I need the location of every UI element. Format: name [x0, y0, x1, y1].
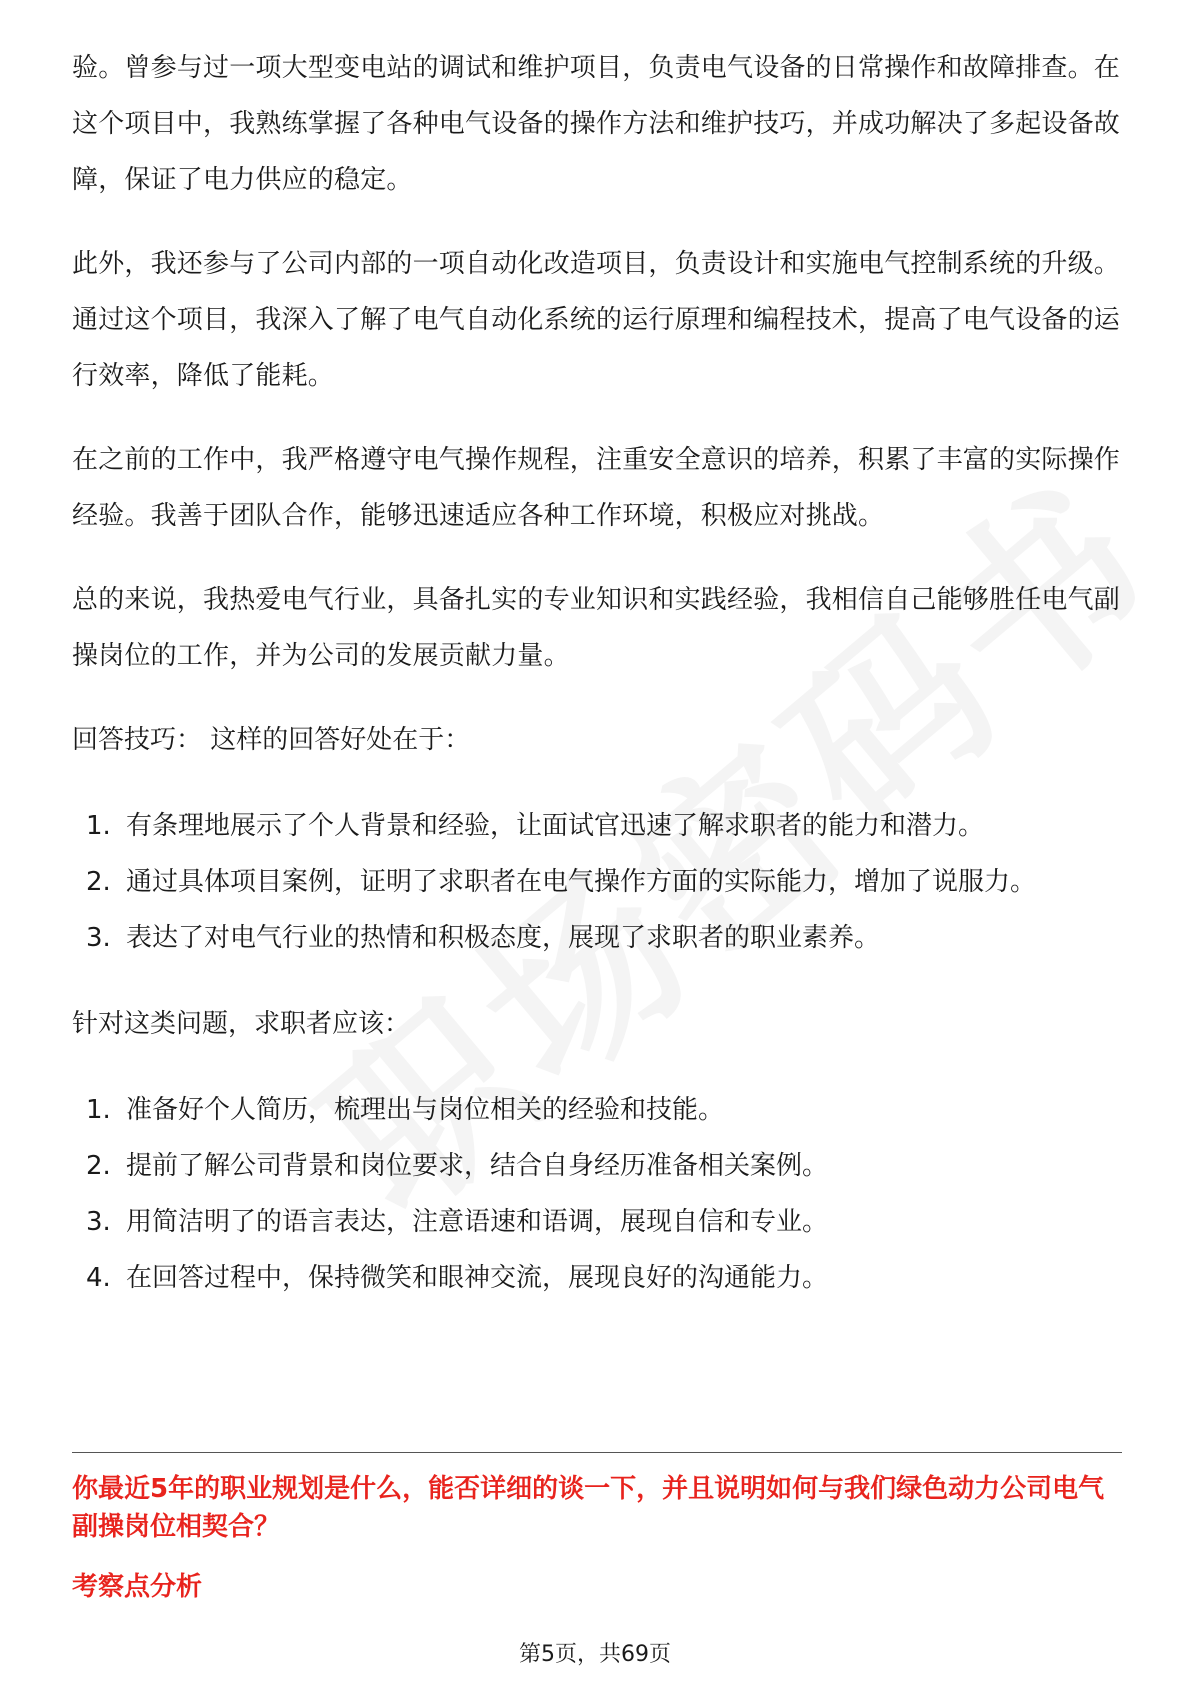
list-number: 2. — [86, 1151, 111, 1181]
list-number: 3. — [86, 1207, 111, 1237]
list-item-text: 提前了解公司背景和岗位要求，结合自身经历准备相关案例。 — [126, 1151, 829, 1181]
list-number: 2. — [86, 867, 111, 897]
list-number: 1. — [86, 811, 111, 841]
list-item-text: 有条理地展示了个人背景和经验，让面试官迅速了解求职者的能力和潜力。 — [126, 811, 985, 841]
list-item — [72, 1138, 1122, 1194]
section-divider — [72, 1452, 1122, 1453]
list-item-text: 在回答过程中，保持微笑和眼神交流，展现良好的沟通能力。 — [126, 1263, 829, 1293]
list-item — [72, 854, 1122, 910]
answer-tips-label: 回答技巧： 这样的回答好处在于： — [72, 725, 471, 755]
benefits-list — [72, 798, 1122, 966]
list-item — [72, 1194, 1122, 1250]
list-number: 3. — [86, 923, 111, 953]
document-body — [72, 40, 1122, 1336]
list-item — [72, 1250, 1122, 1306]
list-number: 4. — [86, 1263, 111, 1293]
paragraph-work-habits: 在之前的工作中，我严格遵守电气操作规程，注重安全意识的培养，积累了丰富的实际操作经验。我善于团队合作，能够迅速适应各种工作环境，积极应对挑战。 — [72, 445, 1121, 531]
list-item-text: 用简洁明了的语言表达，注意语速和语调，展现自信和专业。 — [126, 1207, 829, 1237]
list-item-text: 表达了对电气行业的热情和积极态度，展现了求职者的职业素养。 — [126, 923, 881, 953]
list-item — [72, 1082, 1122, 1138]
list-item — [72, 910, 1122, 966]
advice-label: 针对这类问题，求职者应该： — [72, 1009, 411, 1039]
paragraph-automation-project: 此外，我还参与了公司内部的一项自动化改造项目，负责设计和实施电气控制系统的升级。通过这个项目，我深入了解了电气自动化系统的运行原理和编程技术，提高了电气设备的运行效率，降低了能耗。 — [72, 249, 1121, 391]
paragraph-experience: 验。曾参与过一项大型变电站的调试和维护项目，负责电气设备的日常操作和故障排查。在这个项目中，我熟练掌握了各种电气设备的操作方法和维护技巧，并成功解决了多起设备故障，保证了电力供应的稳定。 — [72, 53, 1121, 195]
list-item-text: 通过具体项目案例，证明了求职者在电气操作方面的实际能力，增加了说服力。 — [126, 867, 1037, 897]
list-item-text: 准备好个人简历，梳理出与岗位相关的经验和技能。 — [126, 1095, 725, 1125]
list-item — [72, 798, 1122, 854]
advice-list — [72, 1082, 1122, 1306]
page-number: 第5页，共69页 — [519, 1642, 671, 1667]
next-question-title: 你最近5年的职业规划是什么，能否详细的谈一下，并且说明如何与我们绿色动力公司电气副操岗位相契合？ — [72, 1474, 1105, 1542]
list-number: 1. — [86, 1095, 111, 1125]
paragraph-summary: 总的来说，我热爱电气行业，具备扎实的专业知识和实践经验，我相信自己能够胜任电气副操岗位的工作，并为公司的发展贡献力量。 — [72, 585, 1121, 671]
analysis-heading: 考察点分析 — [72, 1572, 203, 1602]
